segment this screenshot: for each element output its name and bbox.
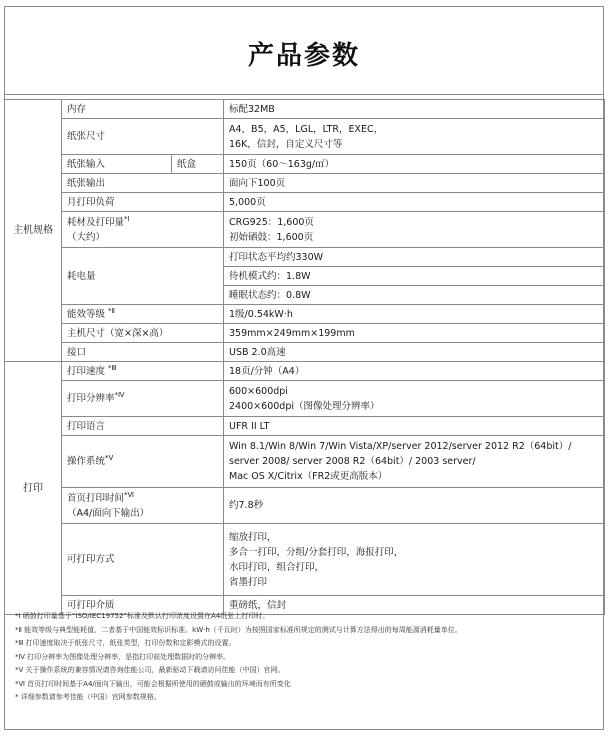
label-memory: 内存 (62, 100, 224, 119)
value-first-print: 约7.8秒 (224, 488, 605, 524)
label-text: 能效等级 (67, 308, 106, 320)
value-consumables (224, 212, 605, 248)
label-dimensions: 主机尺寸（宽×深×高） (62, 324, 224, 343)
value-line: 水印打印，组合打印， (229, 561, 325, 573)
value-interface: USB 2.0高速 (224, 343, 605, 362)
label-modes: 可打印方式 (62, 524, 224, 596)
value-dimensions: 359mm×249mm×199mm (224, 324, 605, 343)
group-main-label: 主机规格 (5, 100, 62, 362)
value-line: 多合一打印，分组/分套打印，海报打印， (229, 546, 404, 558)
label-text: 打印分辨率 (67, 393, 115, 404)
value-media: 重磅纸，信封 (224, 596, 605, 615)
footnote-mark: *Ⅴ (105, 453, 114, 462)
label-speed (62, 362, 224, 381)
row-speed (5, 362, 605, 381)
value-line: 初始硒鼓：1,600页 (229, 231, 314, 243)
row-resolution (5, 381, 605, 417)
row-paper-size (5, 119, 605, 155)
row-dimensions (5, 324, 605, 343)
value-paper-output: 面向下100页 (224, 174, 605, 193)
group-print-label: 打印 (5, 362, 62, 615)
row-interface (5, 343, 605, 362)
footnote-mark: *Ⅳ (114, 390, 125, 399)
label-text: （大约） (67, 231, 106, 243)
value-line: 16K，信封，自定义尺寸等 (229, 138, 343, 150)
footnote-4: *Ⅳ 打印分辨率为图像处理分辨率，是指打印前处理数据时的分辨率。 (15, 652, 231, 661)
label-language: 打印语言 (62, 417, 224, 436)
row-power-1 (5, 248, 605, 267)
footnote-mark: *Ⅲ (108, 363, 117, 372)
footnote-1: *Ⅰ 硒鼓打印量基于“ISO/IEC19752”标准及默认打印浓度设置在A4纸张上打印时。 (15, 612, 270, 620)
value-resolution (224, 381, 605, 417)
footnote-2: *Ⅱ 能效等级与典型能耗值，二者基于中国能效标识标准。kW·h（千瓦时）为按照国家标准所规定的测试与计算方法得出的每周能源消耗量单位。 (15, 625, 462, 634)
value-line: 2400×600dpi（图像处理分辨率） (229, 400, 380, 412)
spec-table (4, 99, 605, 615)
value-speed: 18页/分钟（A4） (224, 362, 605, 381)
label-monthly-duty: 月打印负荷 (62, 193, 224, 212)
value-line: 600×600dpi (229, 385, 288, 397)
label-first-print (62, 488, 224, 524)
value-power-print: 打印状态平均约330W (224, 248, 605, 267)
label-text: 耗材及打印量 (67, 216, 125, 228)
footnote-mark: *Ⅰ (124, 214, 130, 223)
value-power-sleep: 睡眠状态约：0.8W (224, 286, 605, 305)
row-first-print (5, 488, 605, 524)
value-monthly-duty: 5,000页 (224, 193, 605, 212)
value-line: Win 8.1/Win 8/Win 7/Win Vista/XP/server 2012/server 2012 R2（64bit）/ (229, 441, 572, 452)
value-language: UFR II LT (224, 417, 605, 436)
label-paper-input: 纸张输入 (62, 155, 172, 174)
label-paper-output: 纸张输出 (62, 174, 224, 193)
row-paper-output (5, 174, 605, 193)
value-line: A4，B5，A5，LGL，LTR，EXEC， (229, 123, 384, 135)
title-box (5, 7, 603, 95)
label-os (62, 436, 224, 488)
label-text: （A4/面向下输出） (67, 507, 150, 519)
footnote-7: * 详细参数请参考佳能（中国）官网参数规格。 (15, 693, 161, 701)
label-power: 耗电量 (62, 248, 224, 305)
label-consumables (62, 212, 224, 248)
value-paper-input: 150页（60～163g/㎡） (224, 155, 605, 174)
value-modes (224, 524, 605, 596)
page-title: 产品参数 (247, 41, 360, 71)
label-media: 可打印介质 (62, 596, 224, 615)
row-paper-input (5, 155, 605, 174)
row-os (5, 436, 605, 488)
value-energy-class: 1级/0.54kW·h (224, 305, 605, 324)
row-memory (5, 100, 605, 119)
value-line: 省墨打印 (229, 576, 268, 588)
value-paper-size (224, 119, 605, 155)
value-line: 缩放打印， (229, 531, 277, 543)
spec-sheet (4, 6, 604, 730)
value-line: CRG925：1,600页 (229, 216, 314, 228)
row-consumables (5, 212, 605, 248)
label-text: 首页打印时间 (67, 492, 125, 504)
value-os (224, 436, 605, 488)
footnote-mark: *Ⅱ (108, 306, 115, 315)
footnote-mark: *Ⅵ (124, 490, 134, 499)
label-energy-class (62, 305, 224, 324)
row-monthly-duty (5, 193, 605, 212)
value-power-standby: 待机模式约：1.8W (224, 267, 605, 286)
row-language (5, 417, 605, 436)
label-paper-tray: 纸盒 (172, 155, 224, 174)
footnote-6: *Ⅵ 首页打印时间基于A4/面向下输出，可能会根据所使用的硒鼓或输出的环境而有所变化 (15, 679, 291, 688)
row-modes (5, 524, 605, 596)
row-energy-class (5, 305, 605, 324)
label-resolution (62, 381, 224, 417)
value-line: Mac OS X/Citrix（FR2或更高版本） (229, 471, 388, 482)
label-interface: 接口 (62, 343, 224, 362)
label-paper-size: 纸张尺寸 (62, 119, 224, 155)
footnote-5: *Ⅴ 关于操作系统的兼容情况请咨询佳能公司，最新驱动下载请访问佳能（中国）官网。 (15, 666, 285, 674)
value-memory: 标配32MB (224, 100, 605, 119)
value-line: server 2008/ server 2008 R2（64bit）/ 2003 server/ (229, 456, 476, 467)
label-text: 打印速度 (67, 365, 106, 377)
footnote-3: *Ⅲ 打印速度取决于纸张尺寸，纸张类型，打印份数和定影模式的设置。 (15, 639, 236, 647)
footnotes (15, 610, 601, 705)
label-text: 操作系统 (67, 456, 106, 467)
